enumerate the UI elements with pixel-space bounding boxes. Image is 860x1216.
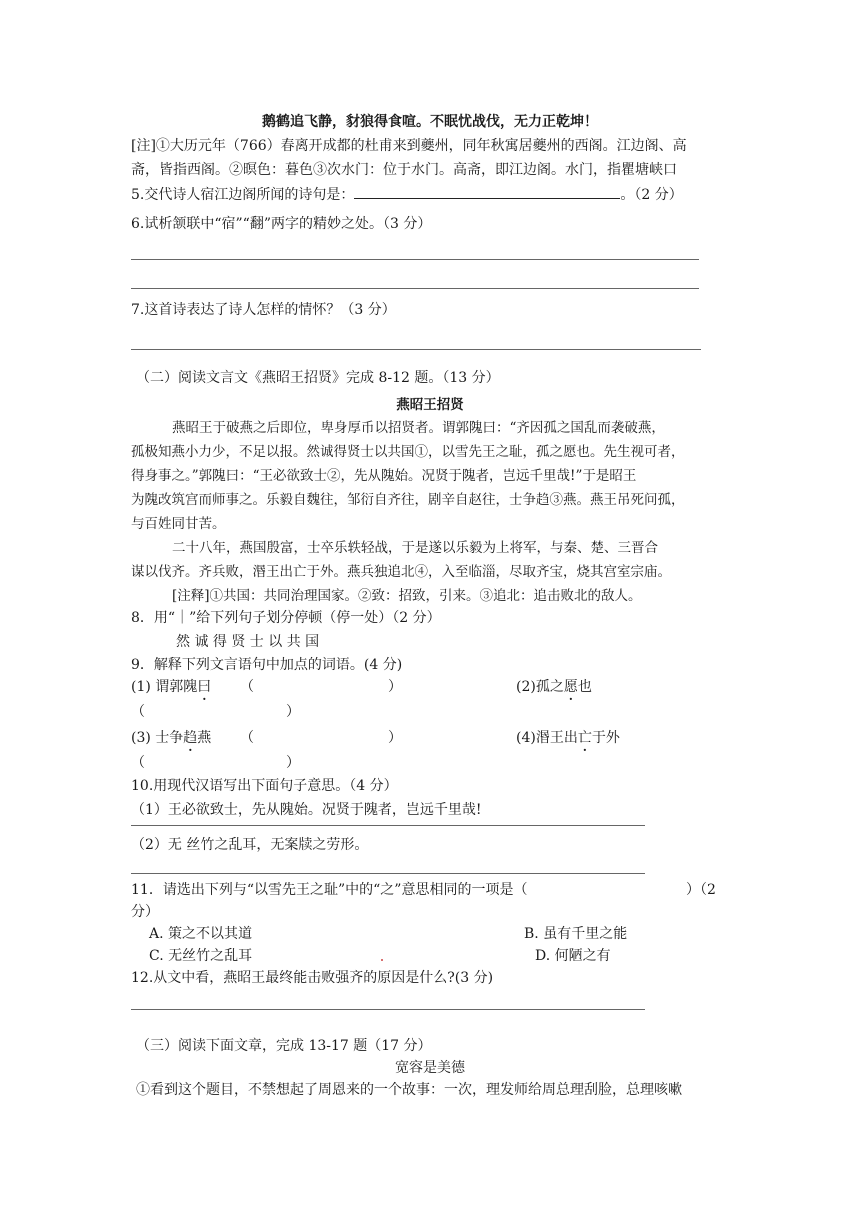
blank-open: （ [131, 704, 145, 720]
question-9-item-1: (1) 谓郭隗曰 [131, 679, 212, 695]
answer-line[interactable] [131, 1009, 645, 1010]
essay-title: 宽容是美德 [395, 1060, 465, 1076]
question-10-sentence-2: （2）无 丝竹之乱耳，无案牍之劳形。 [131, 837, 369, 853]
passage-p1-line-5: 与百姓同甘苦。 [131, 516, 226, 532]
answer-line[interactable] [131, 288, 699, 289]
note-line-2: 斋，皆指西阁。②暝色：暮色③次水门：位于水门。高斋，即江边阁。水门，指瞿塘峡口 [131, 162, 677, 178]
section-3-heading: （三）阅读下面文章，完成 13-17 题（17 分） [136, 1038, 432, 1054]
blank-close: ） [388, 730, 402, 746]
option-d[interactable]: D. 何陋之有 [535, 948, 611, 964]
answer-line[interactable] [131, 873, 645, 874]
question-8-sentence: 然 诚 得 贤 士 以 共 国 [176, 634, 320, 650]
question-7: 7.这首诗表达了诗人怎样的情怀？（3 分） [131, 302, 396, 318]
question-12: 12.从文中看，燕昭王最终能击败强齐的原因是什么?(3 分) [131, 970, 494, 986]
option-c[interactable]: C. 无丝竹之乱耳 [149, 948, 253, 964]
passage-p2-line-1: 二十八年，燕国殷富，士卒乐轶轻战，于是遂以乐毅为上将军，与秦、楚、三晋合 [172, 540, 658, 556]
answer-line[interactable] [131, 259, 699, 260]
passage-title: 燕昭王招贤 [396, 397, 464, 413]
question-10: 10.用现代汉语写出下面句子意思。（4 分） [131, 778, 398, 794]
passage-p1-line-1: 燕昭王于破燕之后即位，卑身厚币以招贤者。谓郭隗曰：“齐因孤之国乱而袭破燕， [172, 420, 665, 436]
dotted-char: 愿 [563, 679, 578, 695]
blank-close: ） [388, 679, 402, 695]
question-9-item-3: (3) 士争趋燕 [131, 730, 212, 746]
dotted-char: 趋 [183, 730, 198, 746]
note-line-1: [注]①大历元年（766）春离开成都的杜甫来到夔州，同年秋寓居夔州的西阁。江边阁、高 [131, 138, 687, 154]
question-11-tail: ）（2 [686, 882, 716, 898]
question-5-tail: 。（2 分） [620, 187, 683, 203]
passage-p1-line-2: 孤极知燕小力少，不足以报。然诚得贤士以共国①，以雪先王之耻，孤之愿也。先生视可者， [131, 444, 685, 460]
dotted-char: 曰 [197, 679, 212, 695]
question-9-item-4: (4)湣王出亡于外 [516, 730, 620, 746]
answer-blank[interactable] [354, 184, 620, 199]
passage-annotation: [注释]①共国：共同治理国家。②致：招致，引来。③追北：追击败北的敌人。 [172, 588, 642, 604]
answer-line[interactable] [131, 349, 701, 350]
section-2-heading: （二）阅读文言文《燕昭王招贤》完成 8-12 题。（13 分） [136, 370, 500, 386]
passage-p1-line-3: 得身事之。”郭隗曰：“王必欲致士②，先从隗始。况贤于隗者，岂远千里哉!”于是昭王 [131, 468, 637, 484]
question-6: 6.试析颔联中“宿”“翻”两字的精妙之处。（3 分） [131, 216, 432, 232]
answer-line[interactable] [131, 825, 645, 826]
option-a[interactable]: A. 策之不以其道 [149, 926, 253, 942]
question-11: 11．请选出下列与“以雪先王之耻”中的“之”意思相同的一项是（ [131, 882, 528, 898]
option-b[interactable]: B. 虽有千里之能 [524, 926, 628, 942]
red-speck [381, 959, 383, 961]
question-9: 9．解释下列文言语句中加点的词语。(4 分) [131, 657, 403, 673]
blank-close: ） [286, 755, 300, 771]
blank-open: （ [240, 730, 254, 746]
passage-p2-line-2: 谋以伐齐。齐兵败，湣王出亡于外。燕兵独追北④，入至临淄，尽取齐宝，烧其宫室宗庙。 [131, 564, 671, 580]
question-10-sentence-1: （1）王必欲致士，先从隗始。况贤于隗者，岂远千里哉! [131, 802, 482, 818]
essay-p1-line-1: ①看到这个题目，不禁想起了周恩来的一个故事：一次，理发师给周总理刮脸，总理咳嗽 [136, 1082, 682, 1098]
blank-open: （ [131, 755, 145, 771]
blank-close: ） [286, 704, 300, 720]
poem-last-line: 鹅鹤追飞静，豺狼得食喧。不眠忧战伐，无力正乾坤！ [262, 114, 598, 130]
question-9-item-2: (2)孤之愿也 [516, 679, 592, 695]
blank-open: （ [240, 679, 254, 695]
dotted-char: 亡 [577, 730, 592, 746]
question-11-cont: 分） [131, 904, 159, 920]
question-5 [131, 184, 683, 205]
question-5-text: 5.交代诗人宿江边阁所闻的诗句是： [131, 187, 355, 203]
question-8: 8．用“｜”给下列句子划分停顿（停一处）（2 分） [131, 610, 441, 626]
passage-p1-line-4: 为隗改筑宫而师事之。乐毅自魏往，邹衍自齐往，剧辛自赵往，士争趋③燕。燕王吊死问孤， [131, 492, 685, 508]
